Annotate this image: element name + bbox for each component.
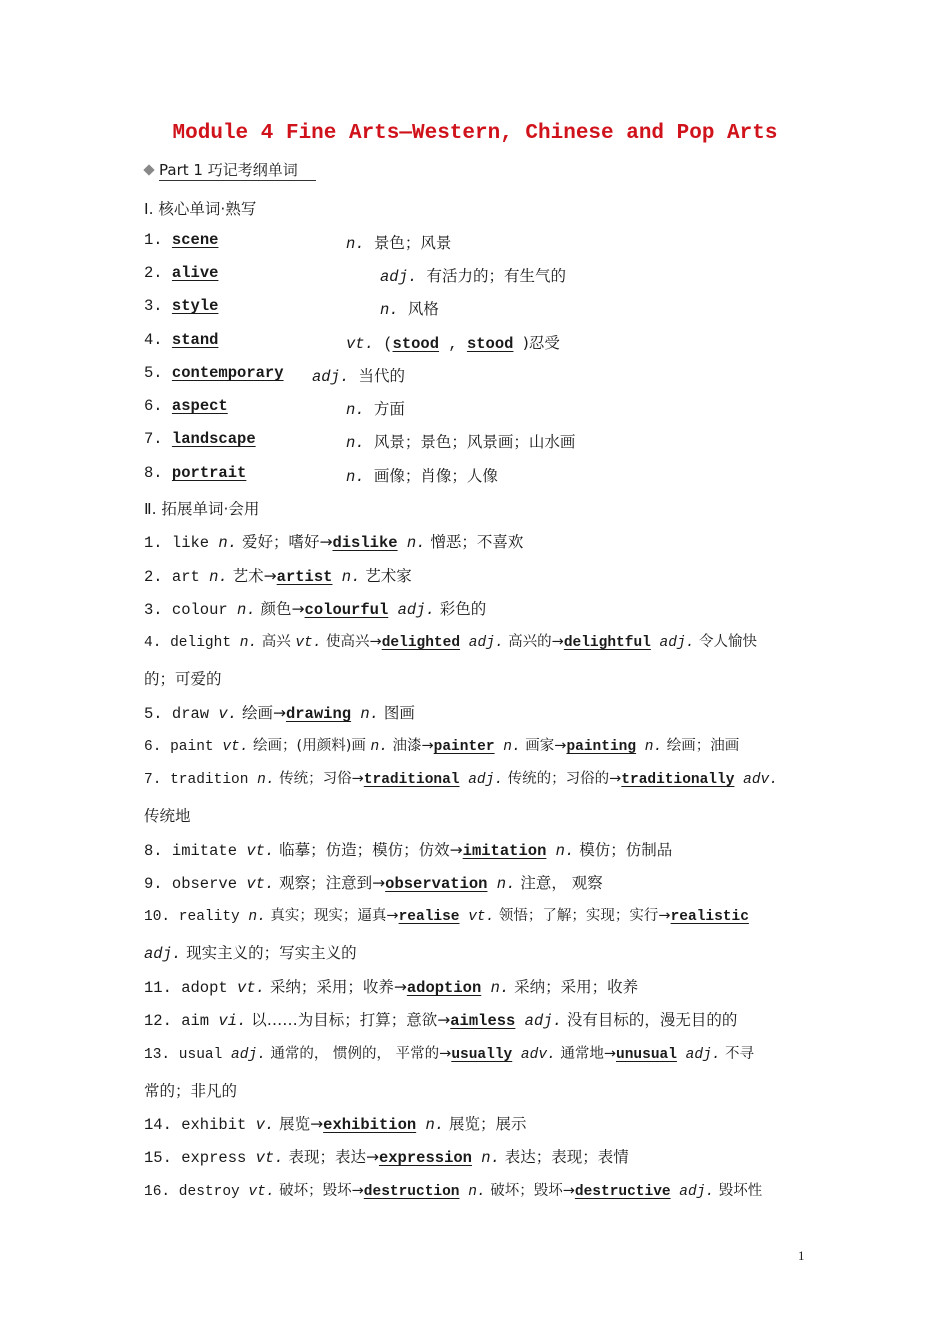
section-heading-extended: Ⅱ. 拓展单词·会用 [144, 500, 260, 518]
ext-word-row: 13. usual adj. 通常的， 惯例的， 平常的→usually adv. 通常地→unusual adj. 不寻 [144, 1046, 755, 1063]
ext-word-row: 3. colour n. 颜色→colourful adj. 彩色的 [144, 600, 487, 619]
ext-word-row-continued: 传统地 [144, 807, 191, 825]
ext-word-row: 11. adopt vt. 采纳；采用；收养→adoption n. 采纳；采用；收养 [144, 978, 639, 997]
core-word-def: adj. 当代的 [312, 367, 406, 386]
page-number: 1 [798, 1248, 805, 1263]
core-word-def: n. 风景；景色；风景画；山水画 [346, 433, 576, 452]
ext-word-row: 5. draw v. 绘画→drawing n. 图画 [144, 704, 415, 723]
core-word-row: 6. aspect [144, 397, 228, 415]
core-word-row: 1. scene [144, 231, 219, 249]
ext-word-row: 12. aim vi. 以……为目标；打算；意欲→aimless adj. 没有目标的，漫无目的的 [144, 1011, 738, 1030]
ext-word-row-continued: 的；可爱的 [144, 670, 222, 688]
ext-word-row: 15. express vt. 表现；表达→expression n. 表达；表现；表情 [144, 1148, 629, 1167]
ext-word-row: 6. paint vt. 绘画；(用颜料)画 n. 油漆→painter n. 画家→painting n. 绘画；油画 [144, 738, 740, 755]
core-word-def: vt. (stood , stood )忍受 [346, 334, 560, 353]
core-word-row: 2. alive [144, 264, 219, 282]
ext-word-row-continued: 常的；非凡的 [144, 1082, 238, 1100]
page-title: Module 4 Fine Arts—Western, Chinese and Pop Arts [172, 122, 778, 145]
core-word-row: 4. stand [144, 331, 219, 349]
core-word-row: 7. landscape [144, 430, 256, 448]
core-word-def: n. 方面 [346, 400, 405, 419]
core-word-row: 3. style [144, 297, 219, 315]
core-word-def: adj. 有活力的；有生气的 [380, 267, 567, 286]
core-word-def: n. 景色；风景 [346, 234, 452, 253]
ext-word-row: 4. delight n. 高兴 vt. 使高兴→delighted adj. 高兴的→delightful adj. 令人愉快 [144, 634, 757, 651]
ext-word-row: 9. observe vt. 观察；注意到→observation n. 注意， 观察 [144, 874, 603, 893]
part-heading [145, 159, 316, 181]
core-word-def: n. 画像；肖像；人像 [346, 467, 498, 486]
ext-word-row: 14. exhibit v. 展览→exhibition n. 展览；展示 [144, 1115, 527, 1134]
ext-word-row: 16. destroy vt. 破坏；毁坏→destruction n. 破坏；毁坏→destructive adj. 毁坏性 [144, 1183, 763, 1200]
core-word-row: 8. portrait [144, 464, 247, 482]
diamond-bullet-icon [143, 164, 154, 175]
ext-word-row: 2. art n. 艺术→artist n. 艺术家 [144, 567, 412, 586]
ext-word-row: 10. reality n. 真实；现实；逼真→realise vt. 领悟；了解；实现；实行→realistic [144, 908, 749, 925]
core-word-def: n. 风格 [380, 300, 439, 319]
ext-word-row: 1. like n. 爱好；嗜好→dislike n. 憎恶；不喜欢 [144, 533, 524, 552]
ext-word-row: 8. imitate vt. 临摹；仿造；模仿；仿效→imitation n. 模仿；仿制品 [144, 841, 673, 860]
part-heading-text: Part 1 巧记考纲单词 [159, 159, 316, 181]
ext-word-row-continued: adj. 现实主义的；写实主义的 [144, 944, 357, 963]
core-word-row: 5. contemporary [144, 364, 284, 382]
section-heading-core: Ⅰ. 核心单词·熟写 [144, 200, 257, 218]
ext-word-row: 7. tradition n. 传统；习俗→traditional adj. 传统的；习俗的→traditionally adv. [144, 771, 778, 788]
